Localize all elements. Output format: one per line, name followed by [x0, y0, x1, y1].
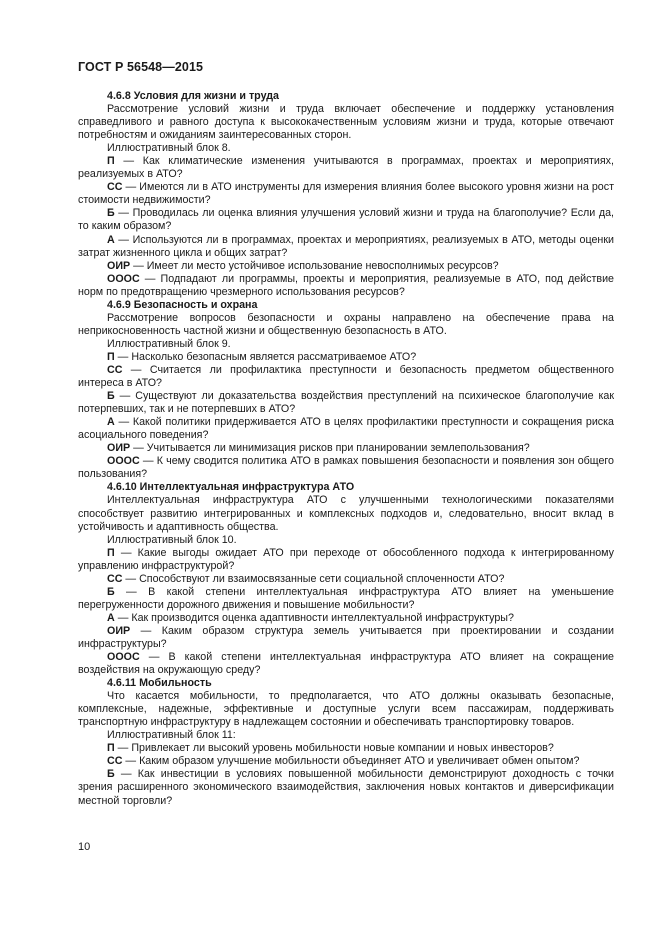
qa-text: — Какой политики придерживается АТО в целях профилактики преступности и сокращения риска асоциального поведения? [78, 416, 614, 442]
qa-item [78, 455, 614, 481]
page-number: 10 [78, 841, 91, 853]
section-heading: 4.6.10 Интеллектуальная инфраструктура АТО [107, 481, 355, 494]
qa-item [78, 573, 614, 586]
qa-label: ОИР [107, 442, 131, 455]
qa-label: П [107, 742, 115, 755]
document-body [78, 90, 614, 808]
qa-label: ОООС [107, 651, 140, 664]
qa-item [78, 742, 614, 755]
qa-item [78, 207, 614, 233]
qa-label: ОИР [107, 624, 131, 637]
qa-item [78, 364, 614, 390]
qa-text: — Используются ли в программах, проектах и мероприятиях, реализуемых в АТО, методы оценки затрат жизненного цикла и общих затрат? [78, 233, 614, 259]
qa-label: А [107, 611, 115, 624]
qa-item [78, 612, 614, 625]
qa-label: А [107, 416, 115, 429]
qa-label: ОООС [107, 455, 140, 468]
qa-item [78, 547, 614, 573]
qa-item [78, 273, 614, 299]
qa-item [78, 390, 614, 416]
qa-label: СС [107, 363, 123, 376]
qa-label: П [107, 350, 115, 363]
qa-text: — В какой степени интеллектуальная инфраструктура АТО влияет на сокращение воздействия на окружающую среду? [78, 651, 614, 677]
qa-text: — Насколько безопасным является рассматриваемое АТО? [114, 350, 417, 363]
body-paragraph: Рассмотрение условий жизни и труда включает обеспечение и поддержку установления справедливого и равного доступа к высококачественным условиям жизни и труда, которые отвечают потребностям и ожиданиям заинтересованных сторон. [78, 103, 614, 142]
qa-label: Б [107, 207, 115, 220]
body-paragraph: Рассмотрение вопросов безопасности и охраны направлено на обеспечение права на неприкосновенность частной жизни и общественную безопасность в АТО. [78, 311, 614, 337]
qa-text: — Учитывается ли минимизация рисков при планировании землепользования? [130, 442, 530, 455]
qa-text: — Способствуют ли взаимосвязанные сети социальной сплоченности АТО? [122, 572, 505, 585]
qa-label: СС [107, 755, 123, 768]
qa-label: ОИР [107, 259, 131, 272]
body-paragraph: Иллюстративный блок 11: [107, 729, 236, 742]
qa-text: — Имеет ли место устойчивое использование невосполнимых ресурсов? [130, 259, 499, 272]
qa-label: ОООС [107, 272, 140, 285]
qa-text: — Как производится оценка адаптивности интеллектуальной инфраструктуры? [114, 611, 514, 624]
qa-text: — Каким образом улучшение мобильности объединяет АТО и увеличивает обмен опытом? [122, 755, 580, 768]
qa-label: Б [107, 585, 115, 598]
qa-text: — Существуют ли доказательства воздействия преступлений на психическое благополучие как потерпевших, так и не потерпевших в АТО? [78, 390, 614, 416]
qa-label: А [107, 233, 115, 246]
qa-text: — Проводилась ли оценка влияния улучшения условий жизни и труда на благополучие? Если да, то каким образом? [78, 207, 614, 233]
qa-item [78, 260, 614, 273]
qa-item [78, 442, 614, 455]
document-header: ГОСТ Р 56548—2015 [78, 60, 204, 74]
qa-label: Б [107, 768, 115, 781]
qa-text: — Какие выгоды ожидает АТО при переходе от обособленного подхода к интегрированному управлению инфраструктурой? [78, 546, 614, 572]
qa-label: Б [107, 390, 115, 403]
qa-label: П [107, 155, 115, 168]
qa-label: СС [107, 181, 123, 194]
qa-text: — Привлекает ли высокий уровень мобильности новые компании и новых инвесторов? [114, 742, 554, 755]
qa-text: — Имеются ли в АТО инструменты для измерения влияния более высокого уровня жизни на рост стоимости недвижимости? [78, 181, 614, 207]
qa-item [78, 155, 614, 181]
body-paragraph: Иллюстративный блок 10. [107, 533, 237, 546]
qa-item [78, 234, 614, 260]
qa-label: СС [107, 572, 123, 585]
qa-text: — Каким образом структура земель учитывается при проектировании и создании инфраструктуры? [78, 624, 614, 650]
qa-item [78, 181, 614, 207]
body-paragraph: Что касается мобильности, то предполагается, что АТО должны оказывать безопасные, комплексные, надежные, эффективные и доступные услуги всем пассажирам, поддерживать транспортную инфраструктуру в надлежащем состоянии и обеспечивать транспортировку товаров. [78, 690, 614, 729]
qa-item [78, 768, 614, 807]
body-paragraph: Интеллектуальная инфраструктура АТО с улучшенными технологическими показателями способствует развитию интегрированных и комплексных подходов и, следовательно, вносит вклад в устойчивость и адаптивность общества. [78, 494, 614, 533]
section-heading: 4.6.11 Мобильность [107, 677, 212, 690]
qa-text: — К чему сводится политика АТО в рамках повышения безопасности и появления зон общего пользования? [78, 455, 614, 481]
qa-text: — Как климатические изменения учитываются в программах, проектах и мероприятиях, реализуемых в АТО? [78, 155, 614, 181]
qa-item [78, 351, 614, 364]
qa-item [78, 625, 614, 651]
body-paragraph: Иллюстративный блок 8. [107, 142, 231, 155]
qa-item [78, 755, 614, 768]
section-heading: 4.6.9 Безопасность и охрана [107, 298, 258, 311]
section-heading: 4.6.8 Условия для жизни и труда [107, 90, 279, 102]
qa-item [78, 416, 614, 442]
qa-text: — Как инвестиции в условиях повышенной мобильности демонстрируют доходность с точки зрения расширенного экономического взаимодействия, заключения новых контактов и диверсификации местной торговли? [78, 768, 614, 807]
qa-item [78, 586, 614, 612]
body-paragraph: Иллюстративный блок 9. [107, 337, 231, 350]
qa-text: — Подпадают ли программы, проекты и мероприятия, реализуемые в АТО, под действие норм по предотвращению чрезмерного использования ресурсов? [78, 272, 614, 298]
qa-item [78, 651, 614, 677]
qa-label: П [107, 546, 115, 559]
qa-text: — Считается ли профилактика преступности и безопасность предметом общественного интереса в АТО? [78, 363, 614, 390]
qa-text: — В какой степени интеллектуальная инфраструктура АТО влияет на уменьшение перегруженности дорожного движения и повышение мобильности? [78, 585, 614, 611]
